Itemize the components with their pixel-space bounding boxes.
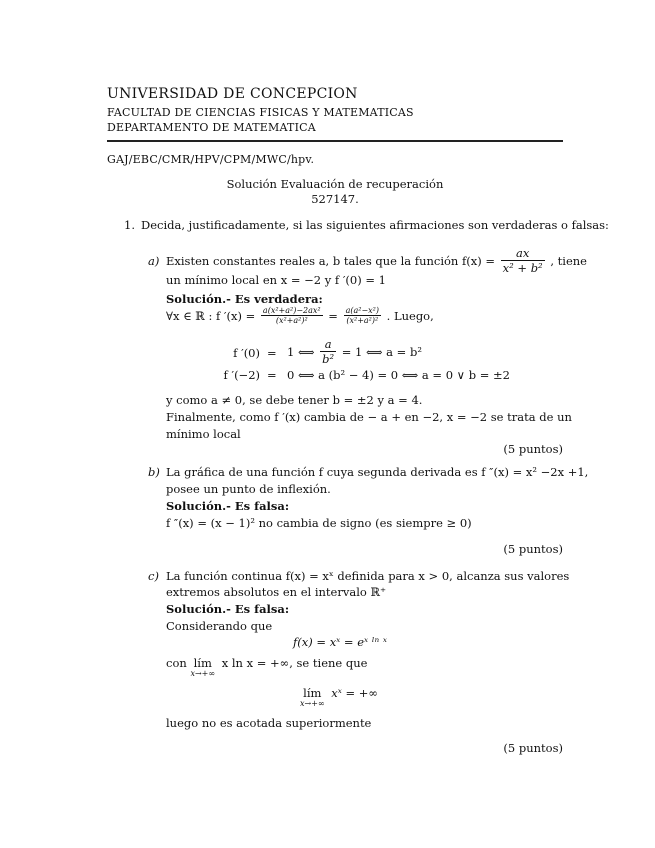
part-a-conclusion-2: Finalmente, como f ′(x) cambia de − a + en −2, x = −2 se trata de un [166, 410, 572, 424]
derivative-fraction-2-num: a(a²−x²) [345, 306, 379, 315]
part-a-statement-line-2: un mínimo local en x = −2 y f ′(0) = 1 [166, 273, 386, 287]
eq2-left: f ′(−2) [223, 368, 260, 382]
authors-line: GAJ/EBC/CMR/HPV/CPM/MWC/hpv. [107, 153, 315, 166]
derivative-prefix: ∀x ∈ ℝ : f ′(x) = [166, 308, 256, 323]
derivative-fraction-2 [344, 306, 381, 325]
part-c-points: (5 puntos) [503, 741, 563, 755]
part-c-label: c) [148, 569, 159, 583]
university-name: UNIVERSIDAD DE CONCEPCION [107, 86, 358, 102]
limit-operator-display [300, 686, 325, 708]
derivative-fraction-1-num: a(x²+a²)−2ax² [262, 306, 321, 315]
derivative-fraction-1-den: (x²+a²)² [275, 316, 308, 325]
part-c-limit-display [300, 686, 378, 708]
limit-expression: xˣ = +∞ [331, 686, 378, 700]
part-a-derivative-line [166, 306, 434, 325]
fraction-numerator: ax [501, 246, 545, 261]
eq1-right-post: = 1 ⟺ a = b² [341, 344, 422, 359]
eq1-fraction [320, 337, 336, 366]
document-title: Solución Evaluación de recuperación [226, 177, 444, 191]
part-a-statement-end: , tiene [550, 253, 587, 268]
eq2-right: 0 ⟺ a (b² − 4) = 0 ⟺ a = 0 ∨ b = ±2 [287, 368, 511, 382]
part-c-statement-2: extremos absolutos en el intervalo ℝ⁺ [166, 585, 387, 599]
con-rest: x ln x = +∞, se tiene que [221, 656, 368, 670]
header-rule [107, 140, 563, 142]
part-b-statement-2: posee un punto de inflexión. [166, 482, 331, 496]
limit-operator [190, 656, 215, 678]
eq1-fraction-num: a [320, 337, 336, 352]
part-c-statement-1: La función continua f(x) = xˣ definida para x > 0, alcanza sus valores [166, 569, 570, 583]
department-name: DEPARTAMENTO DE MATEMATICA [107, 121, 316, 134]
limit-subscript-display: x→+∞ [300, 699, 325, 708]
eq1-equals: = [267, 346, 277, 360]
part-b-points: (5 puntos) [503, 542, 563, 556]
course-code: 527147. [311, 192, 359, 206]
part-c-limit-line [166, 656, 367, 678]
part-c-considering: Considerando que [166, 619, 273, 633]
eq2-equals: = [267, 368, 277, 382]
eq1-fraction-den: b² [322, 352, 335, 366]
question-number: 1. [124, 218, 135, 232]
part-c-conclusion: luego no es acotada superiormente [166, 716, 372, 730]
con-word: con [166, 656, 187, 670]
limit-word-display: lím [303, 686, 322, 700]
part-b-solution-text: f ″(x) = (x − 1)² no cambia de signo (es siempre ≥ 0) [166, 516, 472, 530]
limit-subscript: x→+∞ [190, 669, 216, 678]
part-b-statement-1: La gráfica de una función f cuya segunda derivada es f ″(x) = x² −2x +1, [166, 465, 589, 479]
part-a-conclusion-3: mínimo local [166, 427, 241, 441]
part-a-statement-line-1 [166, 246, 587, 275]
derivative-fraction-1 [261, 306, 323, 325]
equals-sign: = [328, 308, 338, 323]
faculty-name: FACULTAD DE CIENCIAS FISICAS Y MATEMATICAS [107, 106, 414, 119]
part-c-equation-1: f(x) = xˣ = eˣ ˡⁿ ˣ [293, 635, 387, 649]
part-c-solution-label: Solución.- Es falsa: [166, 602, 290, 616]
part-a-function-fraction [501, 246, 545, 275]
part-a-points: (5 puntos) [503, 442, 563, 456]
part-a-statement-text: Existen constantes reales a, b tales que la función f(x) = [166, 253, 495, 268]
part-a-label: a) [148, 254, 160, 268]
question-text: Decida, justificadamente, si las siguientes afirmaciones son verdaderas o falsas: [141, 218, 609, 232]
eq1-right-pre: 1 ⟺ [287, 344, 315, 359]
eq1-right [287, 337, 422, 366]
part-a-conclusion-1: y como a ≠ 0, se debe tener b = ±2 y a = 4. [166, 393, 423, 407]
eq1-left: f ′(0) [233, 346, 260, 360]
fraction-denominator: x² + b² [502, 261, 543, 275]
part-b-solution-label: Solución.- Es falsa: [166, 499, 290, 513]
limit-word: lím [193, 656, 212, 670]
luego-text: . Luego, [386, 308, 434, 323]
part-b-label: b) [148, 465, 160, 479]
part-a-solution-label: Solución.- Es verdadera: [166, 292, 323, 306]
derivative-fraction-2-den: (x²+a²)² [346, 316, 379, 325]
